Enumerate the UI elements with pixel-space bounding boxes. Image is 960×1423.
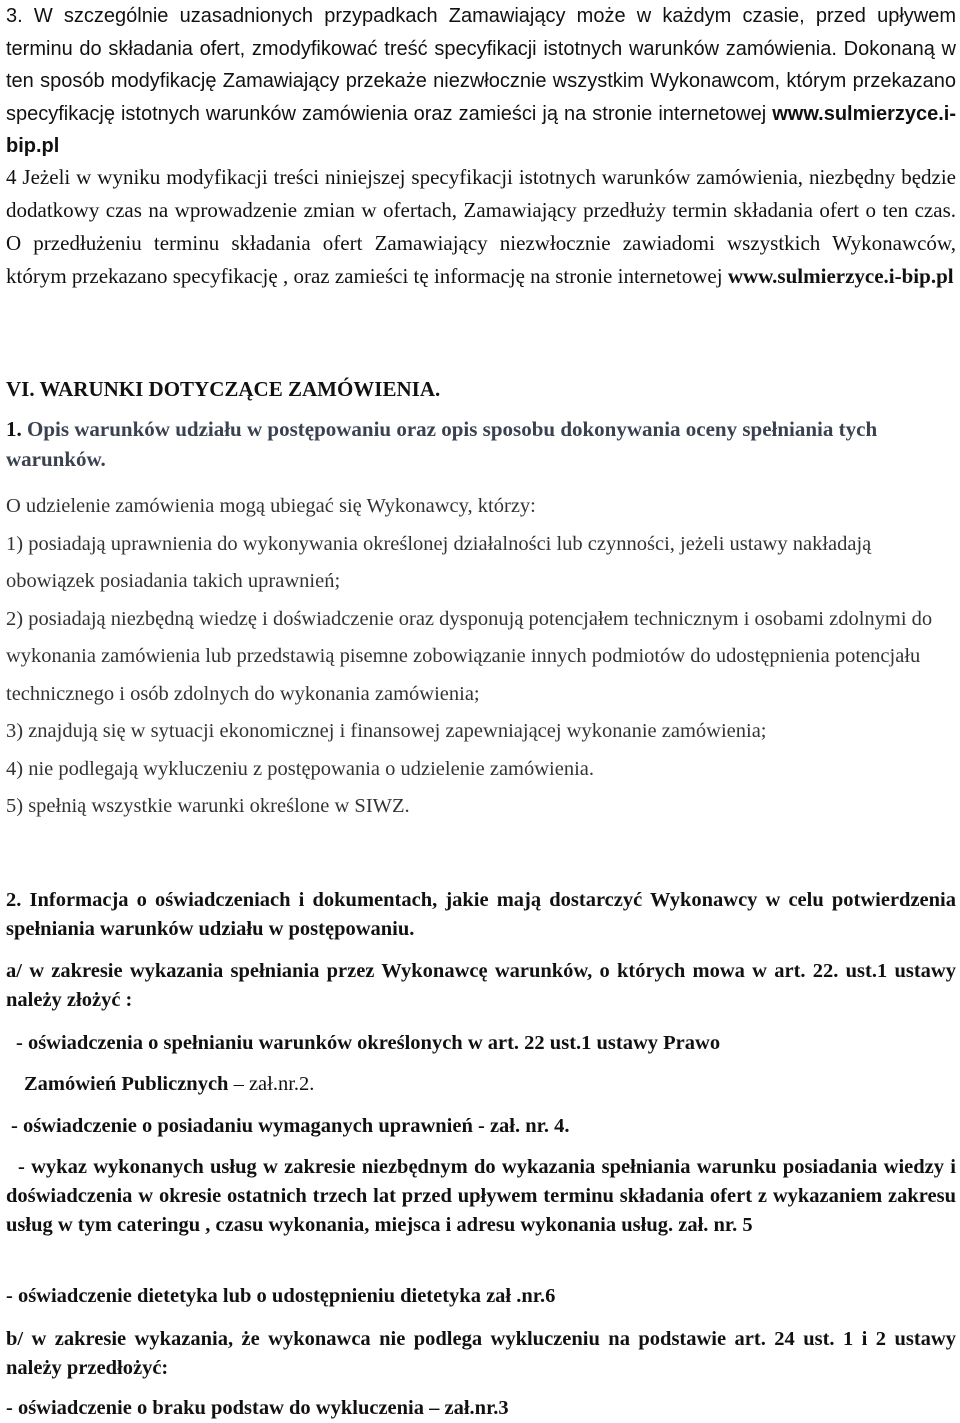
section-2a-item-3 (6, 1153, 956, 1240)
subheading-text: Opis warunków udziału w postępowaniu oraz opis sposobu dokonywania oceny spełniania tych warunków. (6, 417, 878, 471)
section-2a-item-2: - oświadczenie o posiadaniu wymaganych uprawnień - zał. nr. 4. (11, 1115, 570, 1137)
section-3-url: www.sulmierzyce.i-bip.pl (6, 102, 956, 157)
condition-item-5: 5) spełnią wszystkie warunki określone w SIWZ. (6, 795, 410, 817)
chapter-heading: VI. WARUNKI DOTYCZĄCE ZAMÓWIENIA. (6, 377, 441, 401)
condition-item-3: 3) znajdują się w sytuacji ekonomicznej i finansowej zapewniającej wykonanie zamówienia; (6, 720, 767, 742)
section-2a-item-1-attachment: – zał.nr.2. (228, 1073, 315, 1095)
conditions-intro: O udzielenie zamówienia mogą ubiegać się Wykonawcy, którzy: (6, 495, 536, 517)
subheading-number: 1. (6, 417, 22, 441)
paragraph-section-3 (6, 0, 956, 163)
section-4-text: 4 Jeżeli w wyniku modyfikacji treści niniejszej specyfikacji istotnych warunków zamówienia, niezbędny będzie dodatkowy czas na wprowadzenie zmian w ofertach, Zamawiający przedłuży termin składania ofert o ten czas. O przedłużeniu terminu składania ofert Zamawiający niezwłocznie zawiadomi wszystkich Wykonawców, którym przekazano specyfikację , oraz zamieści tę informację na stronie internetowej (6, 165, 956, 288)
subheading-item-1 (6, 414, 906, 474)
conditions-list (6, 488, 936, 826)
section-3-text: 3. W szczególnie uzasadnionych przypadkach Zamawiający może w każdym czasie, przed upływem terminu do składania ofert, zmodyfikować treść specyfikacji istotnych warunków zamówienia. Dokonaną w ten sposób modyfikację Zamawiający przekaże niezwłocznie wszystkim Wykonawcom, którym przekazano specyfikację istotnych warunków zamówienia oraz zamieści ją na stronie internetowej (6, 5, 956, 125)
paragraph-section-4 (6, 161, 956, 293)
condition-item-2: 2) posiadają niezbędną wiedzę i doświadczenie oraz dysponują potencjałem technicznym i osobami zdolnymi do wykonania zamówienia lub przedstawią pisemne zobowiązanie innych podmiotów do udostępnienia potencjału technicznego i osób zdolnych do wykonania zamówienia; (6, 607, 933, 705)
section-2b-item-1: - oświadczenie o braku podstaw do wykluczenia – zał.nr.3 (6, 1397, 509, 1419)
section-2a-item-1-line-2 (6, 1070, 960, 1099)
section-2a-item-3-text: - wykaz wykonanych usług w zakresie niezbędnym do wykazania spełniania warunku posiadania wiedzy i doświadczenia w okresie ostatnich trzech lat przed upływem terminu składania ofert z wykazaniem zakresu usług w tym cateringu , czasu wykonania, miejsca i adresu wykonania usług. zał. nr. 5 (6, 1156, 956, 1236)
section-4-url: www.sulmierzyce.i-bip.pl (727, 264, 954, 288)
condition-item-4: 4) nie podlegają wykluczeniu z postępowania o udzielenie zamówienia. (6, 757, 595, 780)
section-2a-item-1-law: Zamówień Publicznych (24, 1073, 229, 1095)
section-2b-heading: b/ w zakresie wykazania, że wykonawca nie podlega wykluczeniu na podstawie art. 24 ust. 1 i 2 ustawy należy przedłożyć: (6, 1328, 956, 1379)
section-2a-heading: a/ w zakresie wykazania spełniania przez Wykonawcę warunków, o których mowa w art. 22. ust.1 ustawy należy złożyć : (6, 960, 956, 1011)
section-2a-item-4: - oświadczenie dietetyka lub o udostępnieniu dietetyka zał .nr.6 (6, 1285, 556, 1307)
section-2-heading: 2. Informacja o oświadczeniach i dokumentach, jakie mają dostarczyć Wykonawcy w celu potwierdzenia spełniania warunków udziału w postępowaniu. (6, 889, 956, 940)
section-2a-item-1-line-1: - oświadczenia o spełnianiu warunków określonych w art. 22 ust.1 ustawy Prawo (16, 1032, 721, 1054)
condition-item-1: 1) posiadają uprawnienia do wykonywania określonej działalności lub czynności, jeżeli ustawy nakładają obowiązek posiadania takich uprawnień; (6, 532, 872, 592)
